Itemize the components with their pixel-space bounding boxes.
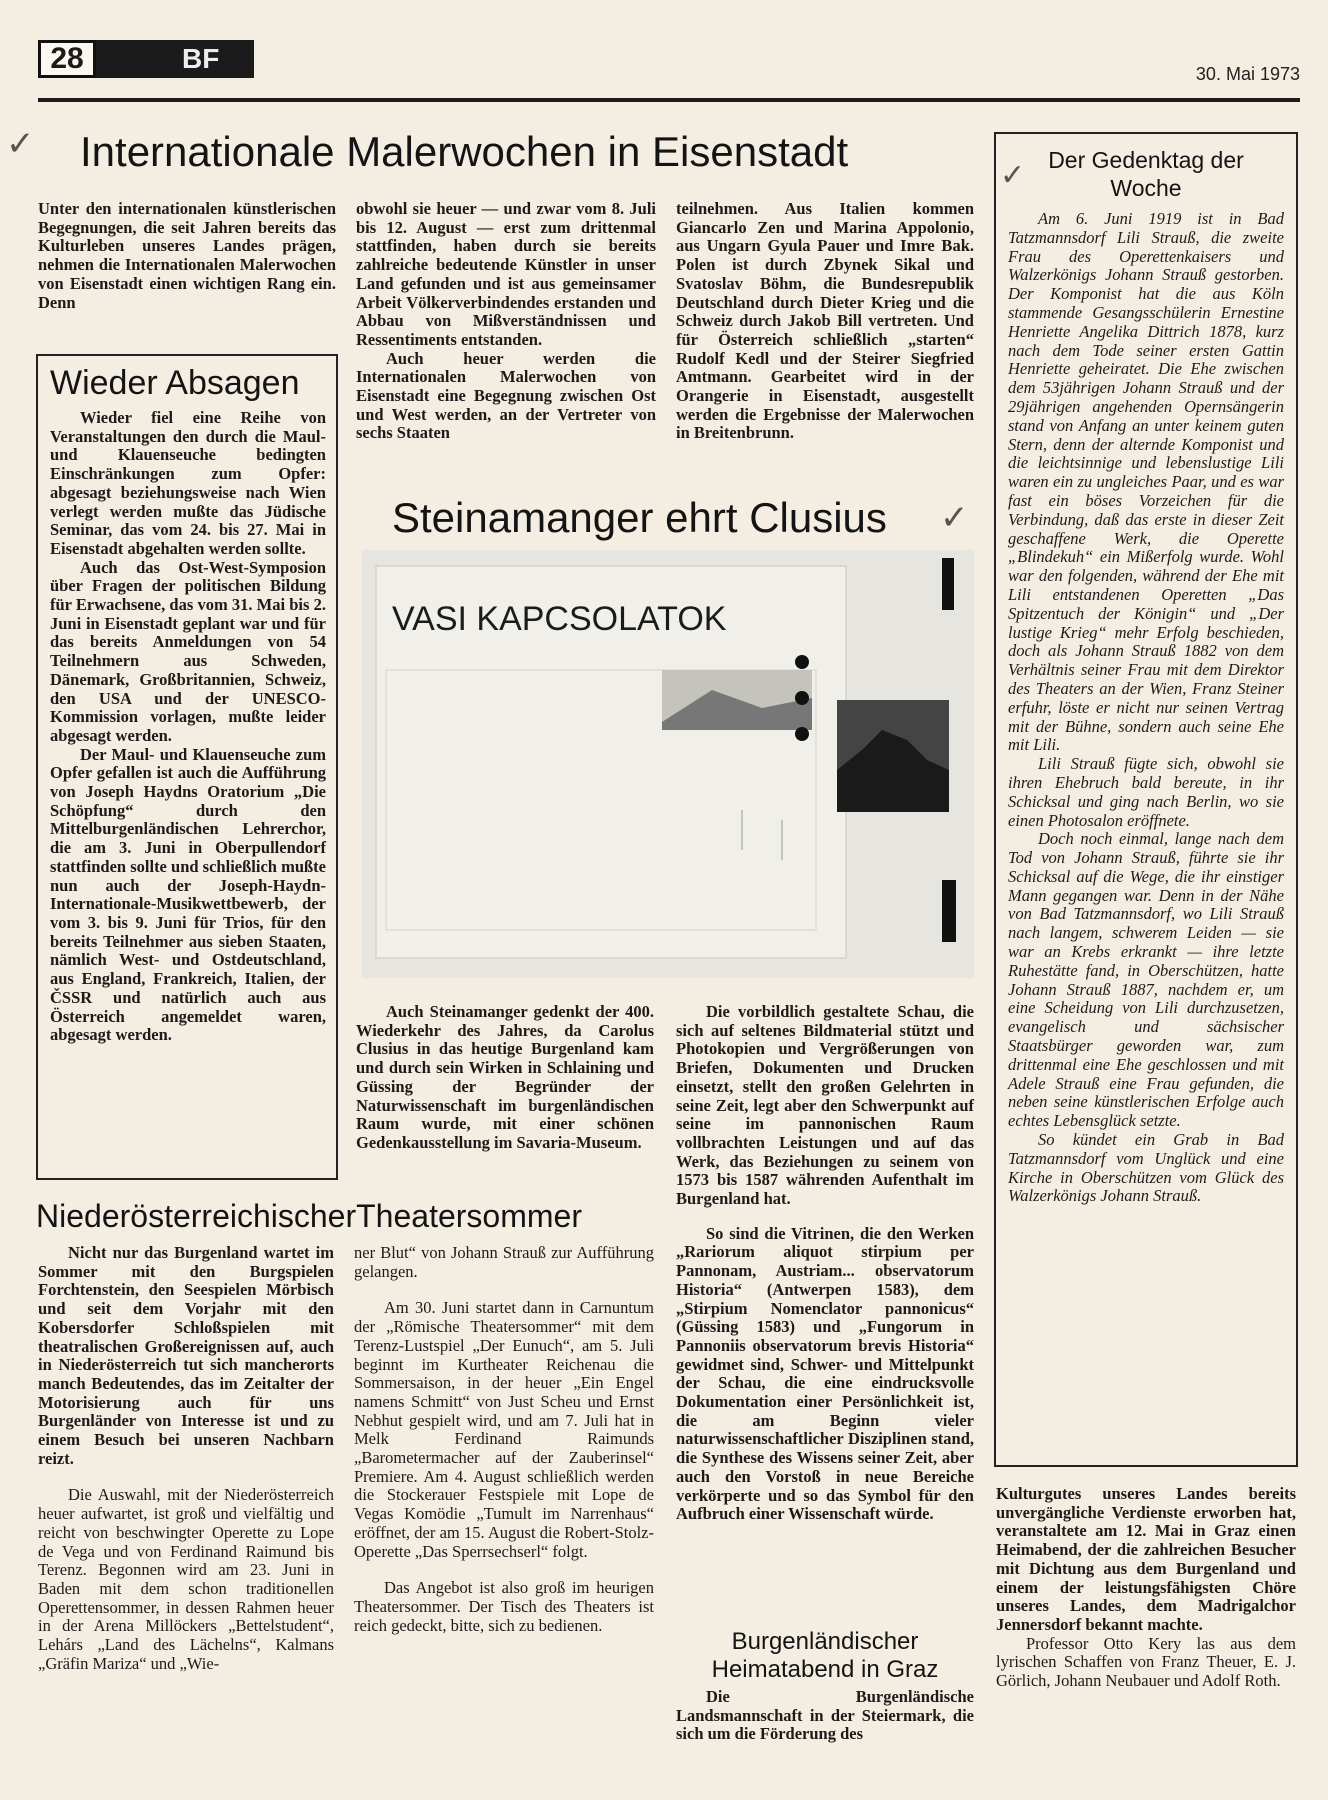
gedenktag-title-line1: Der Gedenktag der <box>1048 147 1244 173</box>
gedenktag-box <box>994 132 1298 1467</box>
photo-caption: VASI KAPCSOLATOK <box>392 600 727 638</box>
gedenktag-p3: Doch noch einmal, lange nach dem Tod von Johann Strauß, führte sie ihr Schicksal auf die Wege, die ihr einstiger Mann gegangen war. Denn in der Nähe von Bad Tatzmannsdorf, wo Lili Strauß nach langem, schwerem Leiden — sie war an Krebs erkrankt — ihre letzte Ruhestätte fand, in Oberschützen, hatte Johann Strauß 1887, nachdem er, um eine Scheidung von Lili durchzusetzen, evangelisch und sächsischer Staatsbürger geworden war, zum drittenmal eine Ehe geschlossen und mit Adele Strauß eine Frau gefunden, die neben seine künstlerischen Erfolge auch echtes Lebensglück setzte. <box>1008 829 1284 1131</box>
check-mark-icon: ✓ <box>6 124 35 164</box>
gedenktag-title-line2: Woche <box>1110 175 1182 201</box>
theater-col1-p1: Nicht nur das Burgenland wartet im Sommer mit den Burgspielen Forchtenstein, den Seespielen Mörbisch und seit dem Vorjahr mit den Kobersdorfer Schloßspielen mit theatralischen Großereignissen auf, auch in Niederösterreich tut sich mancherorts manch Bedeutendes, das im Zeitalter der Motorisierung auch für uns Burgenländer von Interesse ist und zu einem Besuch bei unseren Nachbarn reizt. <box>38 1243 334 1468</box>
article-title-clusius: Steinamanger ehrt Clusius <box>392 494 887 541</box>
check-mark-icon: ✓ <box>940 498 969 538</box>
heimatabend-col2 <box>996 1485 1296 1691</box>
check-mark-icon: ✓ <box>1000 158 1026 193</box>
exhibition-photo <box>362 550 974 978</box>
page-number: 28 <box>38 40 96 78</box>
theater-col2-p3: Das Angebot ist also groß im heurigen Theatersommer. Der Tisch des Theaters ist reich gedeckt, bitte, sich zu bedienen. <box>354 1578 654 1635</box>
clusius-col2 <box>676 1003 974 1524</box>
malerwochen-col2-p2: Auch heuer werden die Internationalen Malerwochen von Eisenstadt eine Begegnung zwischen Ost und West werden, an der Vertreter von sechs Staaten <box>356 348 656 443</box>
theater-col2 <box>354 1244 654 1635</box>
absagen-p2: Auch das Ost-West-Symposion über Fragen der politischen Bildung für Erwachsene, das vom 31. Mai bis 2. Juni in Eisenstadt geplant war und für das bereits Anmeldungen von 54 Teilnehmern aus Schweden, Dänemark, Großbritannien, Schweiz, den USA und der UNESCO-Kommission vorlagen, mußte leider abgesagt werden. <box>50 557 326 745</box>
heimatabend-col2-p1: Kulturgutes unseres Landes bereits unvergängliche Verdienste erworben hat, veranstaltete am 12. Mai in Graz einen Heimabend, der die zahlreichen Besucher mit Dichtung aus dem Burgenland und einem der leistungsfähigsten Chöre unseres Landes, dem Madrigalchor Jennersdorf bekannt machte. <box>996 1484 1296 1634</box>
gedenktag-p4: So kündet ein Grab in Bad Tatzmannsdorf vom Unglück und eine Kirche in Oberschützen vom Glück des Walzerkönigs Johann Strauß. <box>1008 1130 1284 1206</box>
absagen-title: Wieder Absagen <box>50 364 300 402</box>
malerwochen-col3: teilnehmen. Aus Italien kommen Giancarlo Zen und Marina Appolonio, aus Ungarn Gyula Pauer und Imre Bak. Polen ist durch Zbynek Sikal und Svatoslav Böhm, die Bundesrepublik Deutschland durch Dieter Krieg und die Schweiz durch Jakob Bill vertreten. Und für Österreich schließlich „starten“ Rudolf Kedl und der Steirer Siegfried Amtmann. Gearbeitet wird in der Orangerie in Eisenstadt, ausgestellt werden die Ergebnisse der Malerwochen in Breitenbrunn. <box>676 199 974 443</box>
malerwochen-col1: Unter den internationalen künstlerischen Begegnungen, die seit Jahren bereits das Kulturleben unseres Landes prägen, nehmen die Internationalen Malerwochen von Eisenstadt einen wichtigen Rang ein. Denn <box>38 199 336 312</box>
clusius-col2-p2: So sind die Vitrinen, die den Werken „Rariorum aliquot stirpium per Pannonam, Austriam... observatorum Historia“ (Antwerpen 1583), dem „Stirpium Nomenclator pannonicus“ (Güssing 1583) und „Fungorum in Pannoniis observatorum brevis Historia“ gewidmet sind, Schwer- und Mittelpunkt der Schau, die eine eindrucksvolle Dokumentation einer Persönlichkeit ist, die am Beginn vieler naturwissenschaftlicher Disziplinen stand, die Synthese des Wissens seiner Zeit, aber auch den Vorstoß in neue Bereiche verkörperte und so das Symbol für den Aufbruch einer Wissenschaft würde. <box>676 1223 974 1524</box>
section-label: BF <box>96 40 254 78</box>
gedenktag-p1: Am 6. Juni 1919 ist in Bad Tatzmannsdorf Lili Strauß, die zweite Frau des Operettenkaisers und Walzerkönigs Johann Strauß gestorben. Der Komponist hat die aus Köln stammende Gesangsschülerin Ernestine Henriette Angelika Dittrich 1878, kurz nach dem Tode seiner ersten Gattin Henriette geheiratet. Die Ehe zwischen dem 53jährigen Johann Strauß und der 29jährigen angehenden Opernsängerin stand von Anfang an unter keinem guten Stern, denn der alternde Komponist und die leichtsinnige und lebenslustige Lili waren ein zu ungleiches Paar, und es war fast ein böses Vorzeichen für die Verbindung, daß das erste in dieser Zeit geschaffene Werk, die Operette „Blindekuh“ ein Mißerfolg wurde. Wohl war den folgenden, während der Ehe mit Lili entstandenen Operetten „Das Spitzentuch der Königin“ und „Der lustige Krieg“ mehr Erfolg beschieden, doch als Johann Strauß 1882 von dem Verhältnis seiner Frau mit dem Direktor des Theaters an der Wien, Franz Steiner erfuhr, löste er nicht nur seinen Vertrag mit der Bühne, sondern auch seine Ehe mit Lili. <box>1008 209 1284 755</box>
absagen-p1: Wieder fiel eine Reihe von Veranstaltungen den durch die Maul- und Klauenseuche bedingten Einschränkungen zum Opfer: abgesagt beziehungsweise nach Wien verlegt werden mußte das Jüdische Seminar, das vom 24. bis 27. Mai in Eisenstadt abgehalten werden sollte. <box>50 408 326 558</box>
article-title-malerwochen: Internationale Malerwochen in Eisenstadt <box>80 128 849 175</box>
clusius-col1: Auch Steinamanger gedenkt der 400. Wiederkehr des Jahres, da Carolus Clusius in das heutige Burgenland kam und durch sein Wirken in Schlaining und Güssing der Begründer der Naturwissenschaft im burgenländischen Raum wurde, mit einer schönen Gedenkausstellung im Savaria-Museum. <box>356 1002 654 1152</box>
theater-col1-p2: Die Auswahl, mit der Niederösterreich heuer aufwartet, ist groß und vielfältig und reicht von beschwingter Operette zu Lope de Vega und von Ferdinand Raimund bis Terenz. Begonnen wird am 23. Juni in Baden mit dem schon traditionellen Operettensommer, in dessen Rahmen heuer in der Arena Millöckers „Bettelstudent“, Lehárs „Land des Lächelns“, Kalmans „Gräfin Mariza“ und „Wie- <box>38 1485 334 1673</box>
absagen-box <box>36 354 338 1180</box>
theater-col2-p2: Am 30. Juni startet dann in Carnuntum der „Römische Theatersommer“ mit dem Terenz-Lustspiel „Der Eunuch“, am 5. Juli beginnt im Kurtheater Reichenau die Sommersaison, in der heuer „Ein Engel namens Schmitt“ von Just Scheu und Ernst Nebhut gespielt wird, und am 7. Juli hat in Melk Ferdinand Raimunds „Barometermacher auf der Zauberinsel“ Premiere. Am 4. August schließlich werden die Stockerauer Festspiele mit Lope de Vegas Komödie „Tumult im Narrenhaus“ eröffnet, der am 15. August die Robert-Stolz-Operette „Das Sperrsechserl“ folgt. <box>354 1298 654 1561</box>
heimatabend-title <box>676 1628 974 1684</box>
heimatabend-title-line2: Heimatabend in Graz <box>711 1656 939 1683</box>
gedenktag-title <box>1008 146 1284 202</box>
heimatabend-col2-p2: Professor Otto Kery las aus dem lyrischen Schaffen von Franz Theuer, E. J. Görlich, Johann Neubauer und Adolf Roth. <box>996 1633 1296 1691</box>
clusius-col2-p1: Die vorbildlich gestaltete Schau, die sich auf seltenes Bildmaterial stützt und Photokopien und Vergrößerungen von Briefen, Dokumenten und Drucken einsetzt, stellt den großen Gelehrten in seine Zeit, legt aber den Schwerpunkt auf seine im pannonischen Raum vollbrachten Leistungen und auf das Werk, das Beziehungen zu seinem von 1573 bis 1587 währenden Aufenthalt im Burgenland hat. <box>676 1002 974 1209</box>
gedenktag-p2: Lili Strauß fügte sich, obwohl sie ihren Ehebruch bald bereute, in ihr Schicksal und ging nach Berlin, wo sie einen Photosalon eröffnete. <box>1008 754 1284 830</box>
heimatabend-col1: Die Burgenländische Landsmannschaft in der Steiermark, die sich um die Förderung des <box>676 1687 974 1744</box>
issue-date: 30. Mai 1973 <box>1195 64 1300 84</box>
theater-col1 <box>38 1244 334 1673</box>
header-rule <box>38 98 1300 102</box>
malerwochen-col2 <box>356 200 656 443</box>
absagen-p3: Der Maul- und Klauenseuche zum Opfer gefallen ist auch die Aufführung von Joseph Haydns Oratorium „Die Schöpfung“ durch den Mittelburgenländischen Lehrerchor, die am 3. Juni in Oberpullendorf stattfinden sollte und schließlich mußte nun auch der Joseph-Haydn-Internationale-Musikwettbewerb, der vom 3. bis 9. Juni für Trios, für den bereits Teilnehmer aus sieben Staaten, nämlich West- und Ostdeutschland, aus England, Frankreich, Italien, der ČSSR und natürlich auch aus Österreich angemeldet waren, abgesagt werden. <box>50 744 326 1045</box>
article-title-theatersommer: NiederösterreichischerTheatersommer <box>36 1198 582 1234</box>
malerwochen-col2-p1: obwohl sie heuer — und zwar vom 8. Juli bis 12. August — erst zum drittenmal stattfinden, haben durch sie bereits zahlreiche bedeutende Künstler in unser Land gefunden und ist aus gemeinsamer Arbeit Völkerverbindendes erstanden und Abbau von Mißverständnissen und Ressentiments entstanden. <box>356 199 656 349</box>
heimatabend-title-line1: Burgenländischer <box>731 1628 919 1655</box>
theater-col2-p1: ner Blut“ von Johann Strauß zur Aufführung gelangen. <box>354 1243 654 1281</box>
